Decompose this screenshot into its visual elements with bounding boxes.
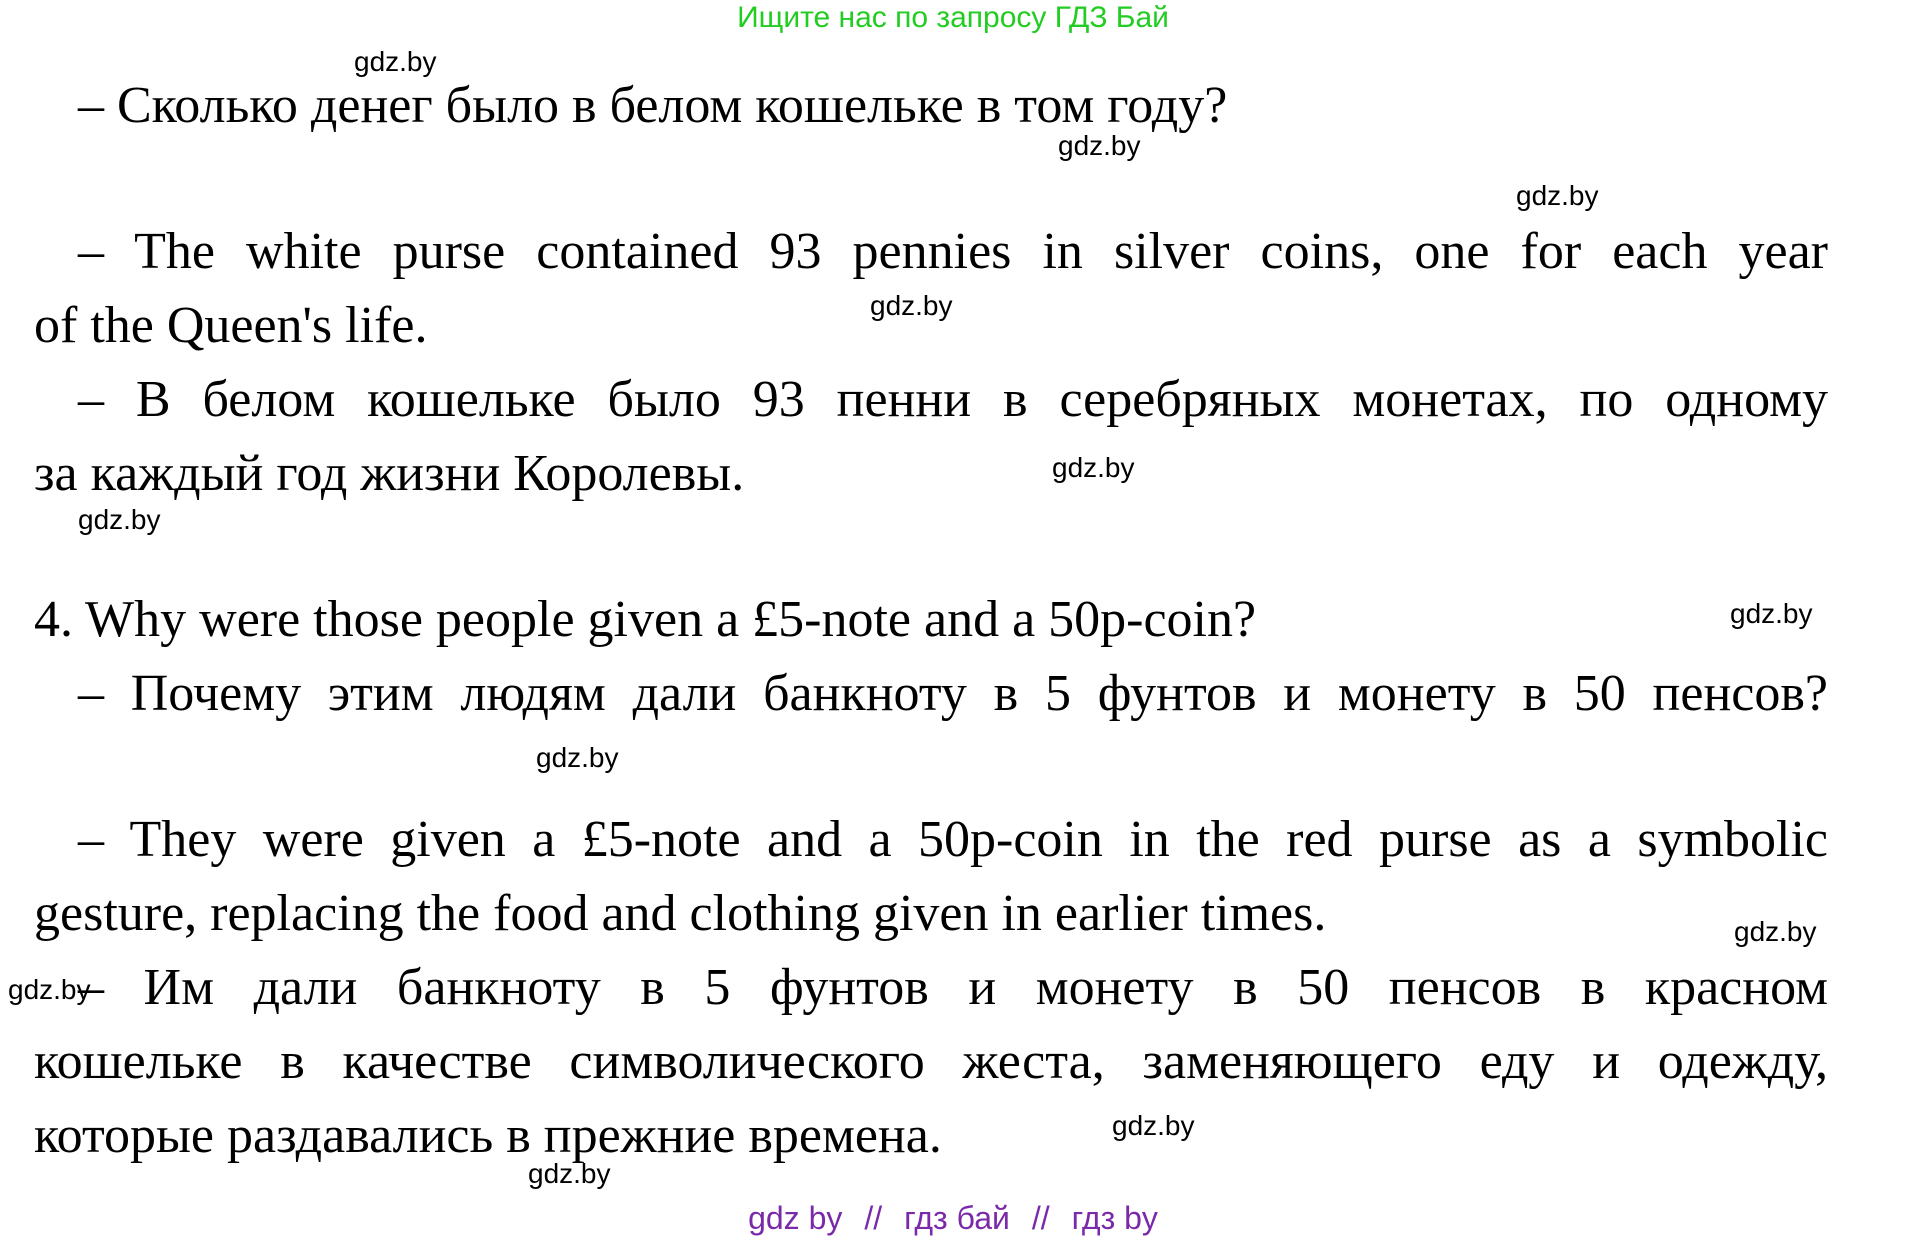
q3-ru-question: – Сколько денег было в белом кошельке в том году? xyxy=(78,77,1228,134)
watermark: gdz.by xyxy=(528,1158,611,1189)
q4-ru-answer-line3: которые раздавались в прежние времена. xyxy=(34,1107,942,1164)
q4-ru-answer-line2: кошельке в качестве символического жеста, заменяющего еду и одежду, xyxy=(34,1033,1828,1090)
watermark: gdz.by xyxy=(1058,130,1141,161)
q4-en-answer-line1: – They were given a £5-note and a 50p-coin in the red purse as a symbolic xyxy=(78,811,1828,868)
footer-link-gdz-bai[interactable]: гдз бай xyxy=(904,1200,1010,1236)
watermark: gdz.by xyxy=(354,46,437,77)
q4-en-answer-line2: gesture, replacing the food and clothing given in earlier times. xyxy=(34,885,1327,942)
q4-en-question: 4. Why were those people given a £5-note and a 50p-coin? xyxy=(34,591,1257,648)
footer-separator: // xyxy=(864,1200,883,1236)
watermark: gdz.by xyxy=(1734,916,1817,947)
header-promo-text: Ищите нас по запросу ГДЗ Бай xyxy=(737,1,1169,34)
watermark: gdz.by xyxy=(1516,180,1599,211)
watermark: gdz.by xyxy=(1112,1110,1195,1141)
footer-links xyxy=(0,1200,1906,1236)
footer-link-gdz-by[interactable]: gdz by xyxy=(748,1200,843,1236)
q3-ru-answer-line1: – В белом кошельке было 93 пенни в серебряных монетах, по одному xyxy=(78,371,1828,428)
footer-separator: // xyxy=(1031,1200,1050,1236)
footer-link-gdz-by-cyr[interactable]: гдз by xyxy=(1071,1200,1158,1236)
watermark: gdz.by xyxy=(536,742,619,773)
watermark: gdz.by xyxy=(870,290,953,321)
watermark: gdz.by xyxy=(8,974,91,1005)
q3-ru-answer-line2: за каждый год жизни Королевы. xyxy=(34,445,745,502)
q3-en-answer-line2: of the Queen's life. xyxy=(34,297,428,354)
watermark: gdz.by xyxy=(1052,452,1135,483)
q3-en-answer-line1: – The white purse contained 93 pennies in silver coins, one for each year xyxy=(78,223,1828,280)
watermark: gdz.by xyxy=(1730,598,1813,629)
q4-ru-question: – Почему этим людям дали банкноту в 5 фунтов и монету в 50 пенсов? xyxy=(78,665,1828,722)
q4-ru-answer-line1: – Им дали банкноту в 5 фунтов и монету в 50 пенсов в красном xyxy=(78,959,1828,1016)
watermark: gdz.by xyxy=(78,504,161,535)
